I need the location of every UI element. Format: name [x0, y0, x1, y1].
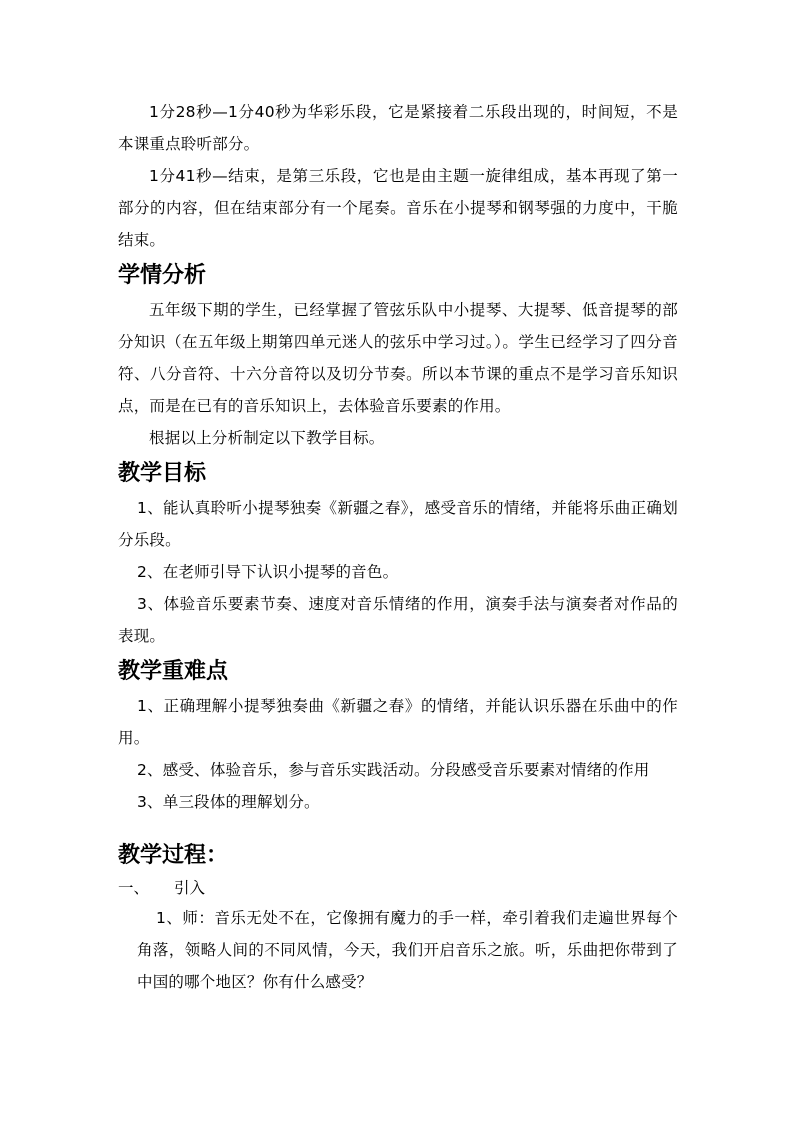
key-point-item-3: 3、单三段体的理解划分。: [137, 793, 320, 811]
section-title: 引入: [174, 879, 206, 897]
process-item-1: 1、师：音乐无处不在，它像拥有魔力的手一样，牵引着我们走遍世界每个角落，领略人间的不同风情，今天，我们开启音乐之旅。听，乐曲把你带到了中国的哪个地区？你有什么感受？: [137, 909, 678, 991]
paragraph-goals-intro: 根据以上分析制定以下教学目标。: [149, 429, 385, 447]
key-point-item-2: 2、感受、体验音乐，参与音乐实践活动。分段感受音乐要素对情绪的作用: [137, 761, 650, 779]
paragraph-learning-analysis: 五年级下期的学生，已经掌握了管弦乐队中小提琴、大提琴、低音提琴的部分知识（在五年级上期第四单元迷人的弦乐中学习过。）。学生已经学习了四分音符、八分音符、十六分音符以及切分节奏。所以本节课的重点不是学习音乐知识点，而是在已有的音乐知识上，去体验音乐要素的作用。: [118, 301, 678, 415]
key-point-item-1: 1、正确理解小提琴独奏曲《新疆之春》的情绪，并能认识乐器在乐曲中的作用。: [118, 697, 678, 747]
goal-item-3: 3、体验音乐要素节奏、速度对音乐情绪的作用，演奏手法与演奏者对作品的表现。: [118, 595, 678, 645]
goal-item-2: 2、在老师引导下认识小提琴的音色。: [137, 563, 399, 581]
heading-teaching-goals: 教学目标: [118, 460, 207, 486]
heading-teaching-process: 教学过程：: [118, 842, 229, 868]
paragraph-cadenza: 1分28秒—1分40秒为华彩乐段，它是紧接着二乐段出现的，时间短，不是本课重点聆听部分。: [118, 103, 678, 153]
paragraph-third-section: 1分41秒—结束，是第三乐段，它也是由主题一旋律组成，基本再现了第一部分的内容，但在结束部分有一个尾奏。音乐在小提琴和钢琴强的力度中，干脆结束。: [118, 167, 678, 249]
document-page: [118, 96, 678, 998]
section-number: 一、: [118, 879, 150, 897]
heading-learning-analysis: 学情分析: [118, 262, 207, 288]
heading-key-points: 教学重难点: [118, 658, 229, 684]
goal-item-1: 1、能认真聆听小提琴独奏《新疆之春》，感受音乐的情绪，并能将乐曲正确划分乐段。: [118, 499, 678, 549]
section-intro-line: [118, 874, 678, 902]
